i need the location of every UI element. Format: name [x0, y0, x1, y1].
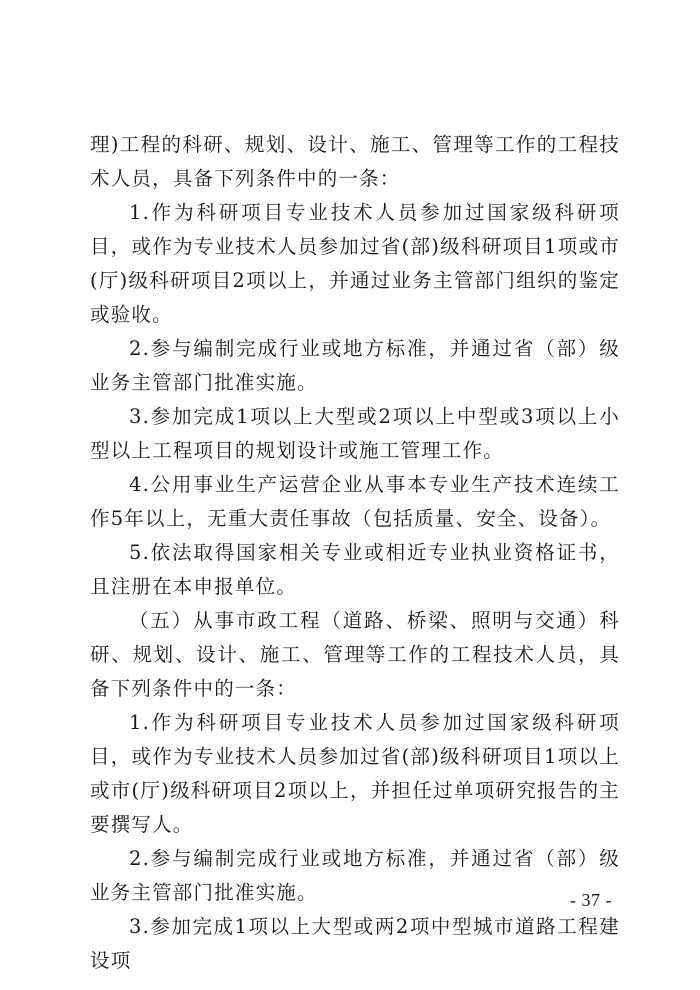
section-heading-5: （五）从事市政工程（道路、桥梁、照明与交通）科研、规划、设计、施工、管理等工作的工程技术人员，具备下列条件中的一条：: [90, 609, 620, 700]
page-number: - 37 -: [570, 890, 612, 910]
paragraph-item-2b: 2.参与编制完成行业或地方标准，并通过省（部）级业务主管部门批准实施。: [90, 847, 620, 904]
paragraph-continuation: 理)工程的科研、规划、设计、施工、管理等工作的工程技术人员，具备下列条件中的一条：: [90, 133, 620, 190]
paragraph-item-3b: 3.参加完成1项以上大型或两2项中型城市道路工程建设项: [90, 915, 620, 972]
paragraph-item-1b: 1.作为科研项目专业技术人员参加过国家级科研项目，或作为专业技术人员参加过省(部)级科研项目1项以上或市(厅)级科研项目2项以上，并担任过单项研究报告的主要撰写人。: [90, 711, 620, 836]
paragraph-item-2: 2.参与编制完成行业或地方标准，并通过省（部）级业务主管部门批准实施。: [90, 337, 620, 394]
paragraph-item-5: 5.依法取得国家相关专业或相近专业执业资格证书，且注册在本申报单位。: [90, 541, 620, 598]
paragraph-item-4: 4.公用事业生产运营企业从事本专业生产技术连续工作5年以上，无重大责任事故（包括质量、安全、设备）。: [90, 473, 620, 530]
paragraph-item-1: 1.作为科研项目专业技术人员参加过国家级科研项目，或作为专业技术人员参加过省(部)级科研项目1项或市(厅)级科研项目2项以上，并通过业务主管部门组织的鉴定或验收。: [90, 201, 620, 326]
body-text: [90, 128, 620, 978]
paragraph-item-3: 3.参加完成1项以上大型或2项以上中型或3项以上小型以上工程项目的规划设计或施工管理工作。: [90, 405, 620, 462]
